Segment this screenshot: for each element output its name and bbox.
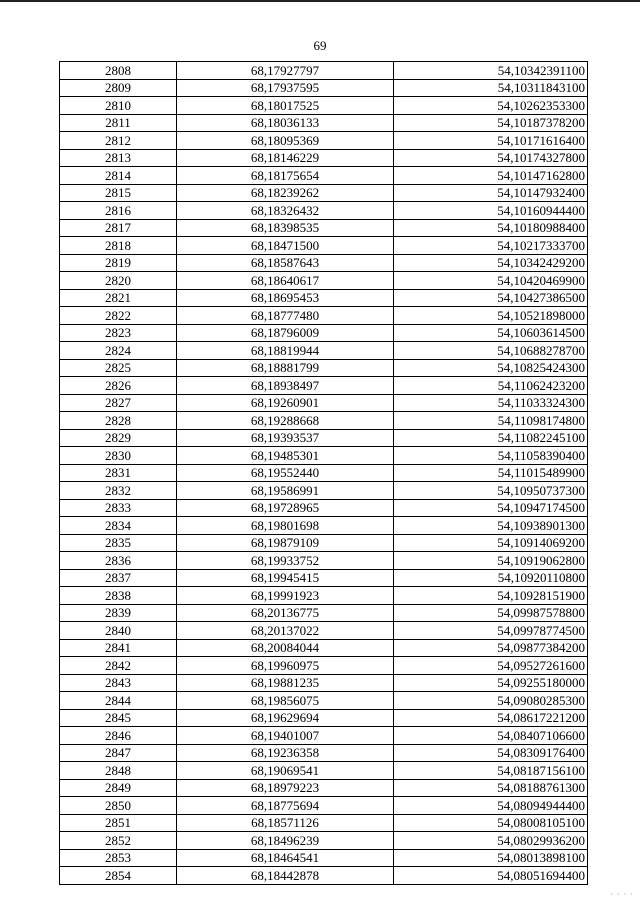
point-number-cell: 2817	[60, 219, 177, 237]
y-coordinate-cell: 54,10420469900	[394, 272, 588, 290]
table-row	[60, 482, 588, 500]
table-row	[60, 779, 588, 797]
y-coordinate-cell: 54,10950737300	[394, 482, 588, 500]
table-row	[60, 132, 588, 150]
y-coordinate-cell: 54,10938901300	[394, 517, 588, 535]
x-coordinate-cell: 68,19586991	[177, 482, 394, 500]
x-coordinate-cell: 68,19288668	[177, 412, 394, 430]
table-row	[60, 604, 588, 622]
x-coordinate-cell: 68,18017525	[177, 97, 394, 115]
y-coordinate-cell: 54,10160944400	[394, 202, 588, 220]
table-row	[60, 447, 588, 465]
point-number-cell: 2851	[60, 814, 177, 832]
table-row	[60, 412, 588, 430]
y-coordinate-cell: 54,08094944400	[394, 797, 588, 815]
y-coordinate-cell: 54,08617221200	[394, 709, 588, 727]
point-number-cell: 2838	[60, 587, 177, 605]
scan-artifact-dots: · · · ·	[610, 890, 634, 899]
y-coordinate-cell: 54,08407106600	[394, 727, 588, 745]
point-number-cell: 2844	[60, 692, 177, 710]
table-row	[60, 657, 588, 675]
point-number-cell: 2853	[60, 849, 177, 867]
point-number-cell: 2837	[60, 569, 177, 587]
y-coordinate-cell: 54,10262353300	[394, 97, 588, 115]
table-row	[60, 79, 588, 97]
y-coordinate-cell: 54,08029936200	[394, 832, 588, 850]
y-coordinate-cell: 54,10217333700	[394, 237, 588, 255]
table-row	[60, 849, 588, 867]
y-coordinate-cell: 54,09987578800	[394, 604, 588, 622]
table-row	[60, 114, 588, 132]
x-coordinate-cell: 68,19393537	[177, 429, 394, 447]
table-row	[60, 797, 588, 815]
y-coordinate-cell: 54,08013898100	[394, 849, 588, 867]
table-row	[60, 832, 588, 850]
point-number-cell: 2830	[60, 447, 177, 465]
point-number-cell: 2808	[60, 62, 177, 80]
table-row	[60, 727, 588, 745]
point-number-cell: 2815	[60, 184, 177, 202]
x-coordinate-cell: 68,19069541	[177, 762, 394, 780]
table-row	[60, 622, 588, 640]
x-coordinate-cell: 68,20137022	[177, 622, 394, 640]
y-coordinate-cell: 54,10427386500	[394, 289, 588, 307]
y-coordinate-cell: 54,10603614500	[394, 324, 588, 342]
x-coordinate-cell: 68,18571126	[177, 814, 394, 832]
table-row	[60, 569, 588, 587]
x-coordinate-cell: 68,19801698	[177, 517, 394, 535]
table-row	[60, 517, 588, 535]
y-coordinate-cell: 54,10688278700	[394, 342, 588, 360]
y-coordinate-cell: 54,10928151900	[394, 587, 588, 605]
x-coordinate-cell: 68,19960975	[177, 657, 394, 675]
point-number-cell: 2833	[60, 499, 177, 517]
table-row	[60, 639, 588, 657]
x-coordinate-cell: 68,18979223	[177, 779, 394, 797]
y-coordinate-cell: 54,10919062800	[394, 552, 588, 570]
table-row	[60, 762, 588, 780]
x-coordinate-cell: 68,19629694	[177, 709, 394, 727]
y-coordinate-cell: 54,10920110800	[394, 569, 588, 587]
point-number-cell: 2839	[60, 604, 177, 622]
point-number-cell: 2826	[60, 377, 177, 395]
y-coordinate-cell: 54,10342429200	[394, 254, 588, 272]
point-number-cell: 2842	[60, 657, 177, 675]
y-coordinate-cell: 54,08187156100	[394, 762, 588, 780]
x-coordinate-cell: 68,19728965	[177, 499, 394, 517]
point-number-cell: 2854	[60, 867, 177, 885]
coordinates-table-body	[60, 62, 588, 885]
x-coordinate-cell: 68,18471500	[177, 237, 394, 255]
x-coordinate-cell: 68,18938497	[177, 377, 394, 395]
point-number-cell: 2831	[60, 464, 177, 482]
point-number-cell: 2819	[60, 254, 177, 272]
y-coordinate-cell: 54,09527261600	[394, 657, 588, 675]
table-row	[60, 342, 588, 360]
table-row	[60, 709, 588, 727]
point-number-cell: 2845	[60, 709, 177, 727]
table-row	[60, 499, 588, 517]
y-coordinate-cell: 54,10187378200	[394, 114, 588, 132]
table-row	[60, 272, 588, 290]
table-row	[60, 534, 588, 552]
point-number-cell: 2824	[60, 342, 177, 360]
x-coordinate-cell: 68,18819944	[177, 342, 394, 360]
y-coordinate-cell: 54,11015489900	[394, 464, 588, 482]
x-coordinate-cell: 68,18239262	[177, 184, 394, 202]
point-number-cell: 2827	[60, 394, 177, 412]
point-number-cell: 2809	[60, 79, 177, 97]
y-coordinate-cell: 54,09080285300	[394, 692, 588, 710]
x-coordinate-cell: 68,18464541	[177, 849, 394, 867]
x-coordinate-cell: 68,17927797	[177, 62, 394, 80]
table-row	[60, 394, 588, 412]
point-number-cell: 2841	[60, 639, 177, 657]
y-coordinate-cell: 54,10947174500	[394, 499, 588, 517]
table-row	[60, 289, 588, 307]
y-coordinate-cell: 54,10147162800	[394, 167, 588, 185]
point-number-cell: 2843	[60, 674, 177, 692]
point-number-cell: 2836	[60, 552, 177, 570]
x-coordinate-cell: 68,18796009	[177, 324, 394, 342]
point-number-cell: 2814	[60, 167, 177, 185]
point-number-cell: 2834	[60, 517, 177, 535]
point-number-cell: 2848	[60, 762, 177, 780]
table-row	[60, 167, 588, 185]
x-coordinate-cell: 68,18146229	[177, 149, 394, 167]
x-coordinate-cell: 68,19485301	[177, 447, 394, 465]
page-number: 69	[313, 38, 327, 53]
x-coordinate-cell: 68,19945415	[177, 569, 394, 587]
x-coordinate-cell: 68,18095369	[177, 132, 394, 150]
y-coordinate-cell: 54,10174327800	[394, 149, 588, 167]
x-coordinate-cell: 68,18036133	[177, 114, 394, 132]
x-coordinate-cell: 68,19991923	[177, 587, 394, 605]
x-coordinate-cell: 68,18777480	[177, 307, 394, 325]
table-row	[60, 587, 588, 605]
x-coordinate-cell: 68,18496239	[177, 832, 394, 850]
x-coordinate-cell: 68,20136775	[177, 604, 394, 622]
x-coordinate-cell: 68,18175654	[177, 167, 394, 185]
point-number-cell: 2829	[60, 429, 177, 447]
coordinates-table	[59, 61, 588, 885]
table-row	[60, 814, 588, 832]
y-coordinate-cell: 54,11033324300	[394, 394, 588, 412]
table-row	[60, 692, 588, 710]
point-number-cell: 2828	[60, 412, 177, 430]
y-coordinate-cell: 54,10342391100	[394, 62, 588, 80]
table-row	[60, 219, 588, 237]
table-row	[60, 552, 588, 570]
table-row	[60, 202, 588, 220]
y-coordinate-cell: 54,10521898000	[394, 307, 588, 325]
table-row	[60, 429, 588, 447]
x-coordinate-cell: 68,18326432	[177, 202, 394, 220]
x-coordinate-cell: 68,20084044	[177, 639, 394, 657]
y-coordinate-cell: 54,10825424300	[394, 359, 588, 377]
point-number-cell: 2810	[60, 97, 177, 115]
point-number-cell: 2822	[60, 307, 177, 325]
y-coordinate-cell: 54,08008105100	[394, 814, 588, 832]
page-top-border	[0, 0, 640, 2]
table-row	[60, 307, 588, 325]
x-coordinate-cell: 68,19552440	[177, 464, 394, 482]
x-coordinate-cell: 68,19879109	[177, 534, 394, 552]
point-number-cell: 2840	[60, 622, 177, 640]
x-coordinate-cell: 68,18442878	[177, 867, 394, 885]
point-number-cell: 2847	[60, 744, 177, 762]
point-number-cell: 2852	[60, 832, 177, 850]
table-row	[60, 464, 588, 482]
x-coordinate-cell: 68,19881235	[177, 674, 394, 692]
x-coordinate-cell: 68,18640617	[177, 272, 394, 290]
point-number-cell: 2850	[60, 797, 177, 815]
y-coordinate-cell: 54,10914069200	[394, 534, 588, 552]
x-coordinate-cell: 68,19856075	[177, 692, 394, 710]
point-number-cell: 2835	[60, 534, 177, 552]
y-coordinate-cell: 54,11098174800	[394, 412, 588, 430]
x-coordinate-cell: 68,18587643	[177, 254, 394, 272]
point-number-cell: 2812	[60, 132, 177, 150]
table-row	[60, 359, 588, 377]
table-row	[60, 377, 588, 395]
y-coordinate-cell: 54,11062423200	[394, 377, 588, 395]
x-coordinate-cell: 68,18398535	[177, 219, 394, 237]
point-number-cell: 2821	[60, 289, 177, 307]
y-coordinate-cell: 54,09877384200	[394, 639, 588, 657]
table-row	[60, 674, 588, 692]
table-row	[60, 744, 588, 762]
point-number-cell: 2823	[60, 324, 177, 342]
y-coordinate-cell: 54,08051694400	[394, 867, 588, 885]
point-number-cell: 2818	[60, 237, 177, 255]
y-coordinate-cell: 54,11082245100	[394, 429, 588, 447]
y-coordinate-cell: 54,10311843100	[394, 79, 588, 97]
y-coordinate-cell: 54,11058390400	[394, 447, 588, 465]
x-coordinate-cell: 68,19933752	[177, 552, 394, 570]
y-coordinate-cell: 54,10171616400	[394, 132, 588, 150]
x-coordinate-cell: 68,18881799	[177, 359, 394, 377]
x-coordinate-cell: 68,19401007	[177, 727, 394, 745]
table-row	[60, 149, 588, 167]
point-number-cell: 2820	[60, 272, 177, 290]
x-coordinate-cell: 68,19236358	[177, 744, 394, 762]
point-number-cell: 2813	[60, 149, 177, 167]
y-coordinate-cell: 54,10147932400	[394, 184, 588, 202]
point-number-cell: 2825	[60, 359, 177, 377]
x-coordinate-cell: 68,18775694	[177, 797, 394, 815]
table-row	[60, 867, 588, 885]
table-row	[60, 184, 588, 202]
point-number-cell: 2832	[60, 482, 177, 500]
point-number-cell: 2816	[60, 202, 177, 220]
table-row	[60, 97, 588, 115]
x-coordinate-cell: 68,18695453	[177, 289, 394, 307]
table-row	[60, 254, 588, 272]
point-number-cell: 2849	[60, 779, 177, 797]
y-coordinate-cell: 54,10180988400	[394, 219, 588, 237]
y-coordinate-cell: 54,08309176400	[394, 744, 588, 762]
point-number-cell: 2811	[60, 114, 177, 132]
point-number-cell: 2846	[60, 727, 177, 745]
table-row	[60, 324, 588, 342]
y-coordinate-cell: 54,09978774500	[394, 622, 588, 640]
table-row	[60, 237, 588, 255]
x-coordinate-cell: 68,19260901	[177, 394, 394, 412]
table-row	[60, 62, 588, 80]
x-coordinate-cell: 68,17937595	[177, 79, 394, 97]
y-coordinate-cell: 54,09255180000	[394, 674, 588, 692]
y-coordinate-cell: 54,08188761300	[394, 779, 588, 797]
